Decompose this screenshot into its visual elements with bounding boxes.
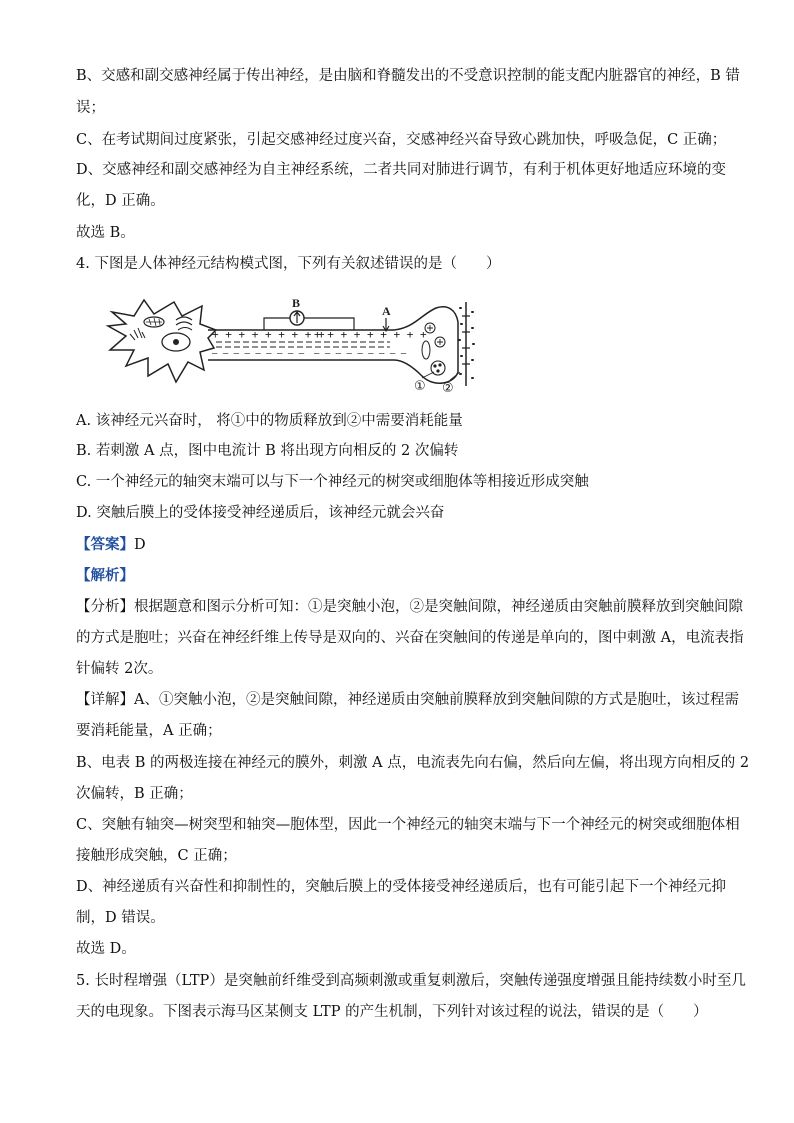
pointer-line-1 [422,372,434,378]
text-line: 要消耗能量，A 正确； [76,723,222,739]
minus-charges-right: — — — — — — — — — [314,349,407,359]
text-line: 次偏转，B 正确； [76,786,193,802]
xiangjie-tag: 【详解】 [76,692,134,708]
text-line: 故选 B。 [76,225,135,241]
question-4-stem: 4. 下图是人体神经元结构模式图，下列有关叙述错误的是（ ） [76,256,501,272]
answer-tag: 【答案】 [76,536,134,553]
text-line: 故选 D。 [76,941,136,957]
label-1: ① [414,379,426,394]
xiangjie-text: A、①突触小泡，②是突触间隙，神经递质由突触前膜释放到突触间隙的方式是胞吐，该过程需 [134,692,739,708]
nissl-bodies [130,328,145,340]
neuron-diagram-svg [104,294,476,394]
golgi [176,317,192,330]
answer-line [76,535,726,555]
mitochondrion-cristae [146,318,162,326]
pointer-line-2 [450,372,460,380]
text-line: D、神经递质有兴奋性和抑制性的，突触后膜上的受体接受神经递质后，也有可能引起下一个神经元抑 [76,879,726,895]
text-line: 针偏转 2次。 [76,661,163,677]
terminal-mitochondrion [422,341,430,359]
label-b: B [292,296,301,310]
vesicle-cluster [431,361,445,375]
text-line: 化，D 正确。 [76,193,165,209]
text-line: 的方式是胞吐；兴奋在神经纤维上传导是双向的、兴奋在突触间的传递是单向的，图中刺激 A，电流表指 [76,630,744,646]
axon-terminal [394,307,458,383]
text-line: C、在考试期间过度紧张，引起交感神经过度兴奋，交感神经兴奋导致心跳加快，呼吸急促，C 正确； [76,132,727,148]
option-d: D. 突触后膜上的受体接受神经递质后，该神经元就会兴奋 [76,505,445,521]
nucleolus [173,339,179,345]
label-a: A [382,304,391,318]
text-line: 天的电现象。下图表示海马区某侧支 LTP 的产生机制，下列针对该过程的说法，错误的是（ ） [76,1004,708,1020]
analysis-line [76,566,726,586]
fenxi-line [76,597,743,617]
text-line: 接触形成突触，C 正确； [76,848,237,864]
fenxi-text: 根据题意和图示分析可知：①是突触小泡，②是突触间隙，神经递质由突触前膜释放到突触间隙 [134,599,743,615]
neuron-diagram [104,294,476,394]
plus-charges-right: + + + + + + + + + [314,328,427,341]
text-line: C、突触有轴突—树突型和轴突—胞体型，因此一个神经元的轴突末端与下一个神经元的树突或细胞体相 [76,817,740,833]
text-line: B、交感和副交感神经属于传出神经，是由脑和脊髓发出的不受意识控制的能支配内脏器官的神经，B 错 [76,68,740,84]
answer-value: D [134,537,146,553]
analysis-tag: 【解析】 [76,567,134,584]
xiangjie-line [76,690,739,710]
label-2: ② [442,381,454,394]
fenxi-tag: 【分析】 [76,599,134,615]
minus-charges-left: — — — — — — — — — [212,349,305,359]
text-line: 误； [76,100,105,116]
text-line: D、交感神经和副交感神经为自主神经系统，二者共同对肺进行调节，有利于机体更好地适应环境的变 [76,162,726,178]
text-line: B、电表 B 的两极连接在神经元的膜外，刺激 A 点，电流表先向右偏，然后向左偏，将出现方向相反的 2 [76,755,750,771]
option-b: B. 若刺激 A 点，图中电流计 B 将出现方向相反的 2 次偏转 [76,443,459,459]
option-a: A. 该神经元兴奋时， 将①中的物质释放到②中需要消耗能量 [76,413,463,429]
option-c: C. 一个神经元的轴突末端可以与下一个神经元的树突或细胞体等相接近形成突触 [76,474,589,490]
question-5-stem: 5. 长时程增强（LTP）是突触前纤维受到高频刺激或重复刺激后，突触传递强度增强且能持续数小时至几 [76,973,746,989]
plus-charges-left: + + + + + + + + + [212,328,325,341]
text-line: 制，D 错误。 [76,910,165,926]
